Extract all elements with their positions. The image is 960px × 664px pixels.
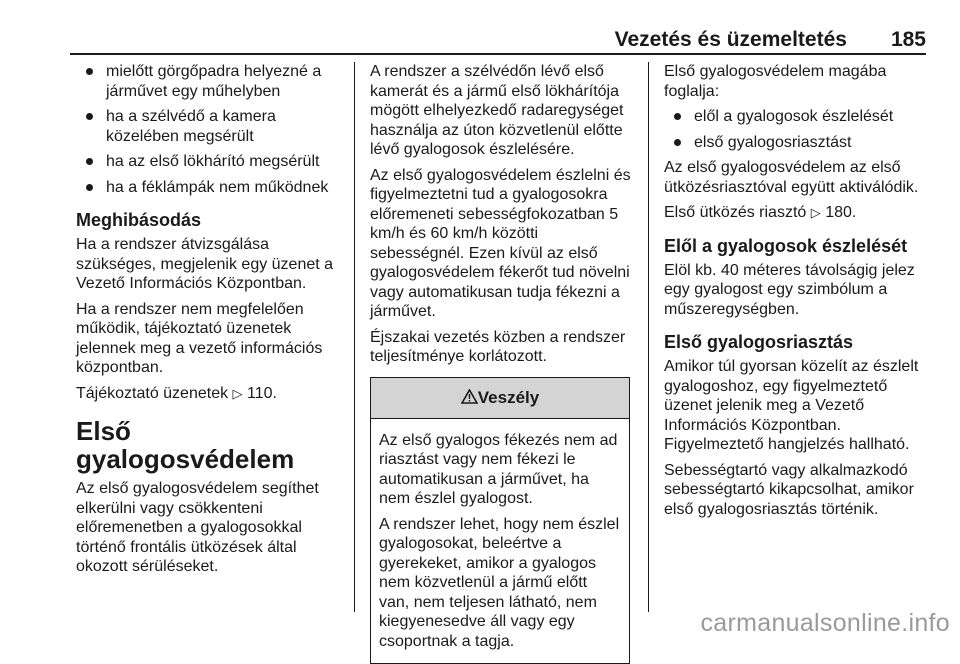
page-ref-arrow-icon: ▷ (811, 205, 821, 220)
reference-text: Első ütközés riasztó (664, 204, 806, 221)
paragraph-reference (664, 203, 926, 223)
paragraph-reference (76, 384, 344, 404)
reference-text: Tájékoztató üzenetek (76, 385, 228, 402)
column-1 (76, 62, 344, 583)
list-item: első gyalogosriasztást (664, 133, 926, 153)
paragraph: Az első gyalogos fékezés nem ad riasztást vagy nem fékezi le automatikusan a járművet, ha nem észlel gyalogost. (379, 431, 621, 509)
paragraph: Az első gyalogosvédelem észlelni és figyelmeztetni tud a gyalogosokra előremeneti sebességfokozatban 5 km/h és 60 km/h közötti sebességnél. Ezen kívül az első gyalogosvédelem fékerőt tud növelni vagy automatikusan tudja fékezni a járművet. (370, 166, 634, 322)
paragraph: Első gyalogosvédelem magába foglalja: (664, 62, 926, 101)
list-item: ha a féklámpák nem működnek (76, 178, 344, 198)
paragraph: Amikor túl gyorsan közelít az észlelt gyalogoshoz, egy figyelmeztető üzenet jelenik meg a Vezető Információs Központban. (664, 357, 926, 435)
list-item: mielőtt görgőpadra helyezné a járművet egy műhelyben (76, 62, 344, 101)
section-heading: Elől a gyalogosok észlelését (664, 235, 926, 257)
page-ref-arrow-icon: ▷ (233, 386, 243, 401)
paragraph: A rendszer a szélvédőn lévő első kamerát és a jármű első lökhárítója mögött elhelyezkedő radaregységet használja az úton közvetlenül előtte lévő gyalogosok észlelésére. (370, 62, 634, 160)
paragraph: Éjszakai vezetés közben a rendszer teljesítménye korlátozott. (370, 328, 634, 367)
paragraph: Elöl kb. 40 méteres távolságig jelez egy gyalogost egy szimbólum a műszeregységben. (664, 261, 926, 320)
list-item: elől a gyalogosok észlelését (664, 107, 926, 127)
paragraph: A rendszer lehet, hogy nem észlel gyalogosokat, beleértve a gyerekeket, amikor a gyalogos nem közvetlenül a jármű előtt van, nem teljesen látható, nem kiegyenesedve áll vagy egy csoportnak a tagja. (379, 515, 621, 652)
paragraph: Figyelmeztető hangjelzés hallható. (664, 435, 926, 455)
paragraph: Ha a rendszer nem megfelelően működik, tájékoztató üzenetek jelennek meg a vezető információs központban. (76, 300, 344, 378)
warning-box (370, 377, 630, 664)
page-number: 185 (891, 28, 926, 52)
page-title: Vezetés és üzemeltetés (615, 28, 847, 52)
page-ref-link[interactable]: 180. (825, 204, 856, 221)
header-divider (70, 53, 926, 55)
paragraph: Az első gyalogosvédelem segíthet elkerülni vagy csökkenteni előremenetben a gyalogosokkal történő frontális ütközések által okozott sérüléseket. (76, 479, 344, 577)
column-divider-1 (354, 62, 355, 612)
warning-body (371, 419, 629, 664)
page-ref-link[interactable]: 110. (247, 385, 277, 402)
main-heading: Első gyalogosvédelem (76, 417, 344, 473)
condition-list (76, 62, 344, 197)
section-heading-fault: Meghibásodás (76, 209, 344, 231)
column-3 (664, 62, 926, 525)
paragraph: Sebességtartó vagy alkalmazkodó sebességtartó kikapcsolhat, amikor első gyalogosriasztás történik. (664, 461, 926, 520)
paragraph: Ha a rendszer átvizsgálása szükséges, megjelenik egy üzenet a Vezető Információs Központban. (76, 235, 344, 294)
column-2 (370, 62, 634, 664)
feature-list (664, 107, 926, 152)
watermark: carmanualsonline.info (700, 609, 950, 638)
column-divider-2 (648, 62, 649, 612)
list-item: ha a szélvédő a kamera közelében megsérült (76, 107, 344, 146)
page-header (70, 20, 926, 52)
warning-header (371, 378, 629, 419)
section-heading: Első gyalogosriasztás (664, 331, 926, 353)
warning-triangle-icon (461, 389, 478, 404)
paragraph: Az első gyalogosvédelem az első ütközésriasztóval együtt aktiválódik. (664, 158, 926, 197)
warning-title: Veszély (478, 388, 539, 407)
list-item: ha az első lökhárító megsérült (76, 152, 344, 172)
